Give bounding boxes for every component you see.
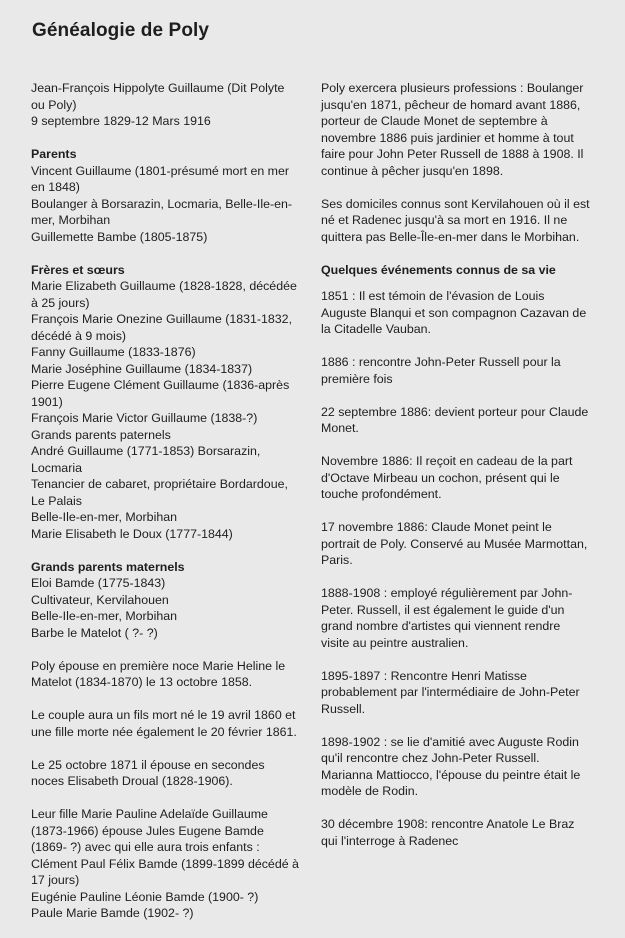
parents-heading: Parents [31, 147, 77, 161]
event-item: 30 décembre 1908: rencontre Anatole Le Braz qui l'interroge à Radenec [321, 817, 575, 848]
list-item: Grands parents paternels [31, 427, 171, 442]
events-section-title [321, 262, 591, 279]
list-item: Eloi Bamde (1775-1843) [31, 576, 166, 590]
list-item: Belle-Ile-en-mer, Morbihan [31, 609, 177, 623]
event-item: Novembre 1886: Il reçoit en cadeau de la part d'Octave Mirbeau un cochon, présent qui le touche profondément. [321, 454, 573, 501]
daughter-paragraph: Leur fille Marie Pauline Adelaïde Guillaume (1873-1966) épouse Jules Eugene Bamde (1869- ?) avec qui elle aura trois enfants : [31, 807, 268, 854]
page-title: Généalogie de Poly [32, 20, 210, 41]
full-name: Jean-François Hippolyte Guillaume (Dit Polyte ou Poly) [31, 81, 285, 112]
list-item: Pierre Eugene Clément Guillaume (1836-après 1901) [31, 378, 290, 409]
list-item: Clément Paul Félix Bamde (1899-1899 décédé à 17 jours) [31, 856, 299, 887]
list-item: François Marie Onezine Guillaume (1831-1832, décédé à 9 mois) [31, 312, 293, 343]
children-paragraph: Le couple aura un fils mort né le 19 avril 1860 et une fille morte née également le 20 février 1861. [31, 708, 297, 739]
event-item: 1895-1897 : Rencontre Henri Matisse probablement par l'intermédiaire de John-Peter Russell. [321, 668, 580, 716]
event-item: 1886 : rencontre John-Peter Russell pour la première fois [321, 355, 561, 386]
list-item: Marie Elisabeth le Doux (1777-1844) [31, 526, 233, 541]
list-item: François Marie Victor Guillaume (1838-?) [31, 411, 258, 425]
siblings-section [31, 262, 299, 543]
right-column [321, 80, 591, 866]
first-marriage-paragraph: Poly épouse en première noce Marie Heline le Matelot (1834-1870) le 13 octobre 1858. [31, 658, 286, 689]
event-item: 1851 : Il est témoin de l'évasion de Louis Auguste Blanqui et son compagnon Cazavan de la Citadelle Vauban. [321, 289, 587, 336]
list-item: Marie Elizabeth Guillaume (1828-1828, décédée à 25 jours) [31, 279, 297, 310]
list-item: Guillemette Bambe (1805-1875) [31, 229, 208, 244]
list-item: Belle-Ile-en-mer, Morbihan [31, 510, 177, 524]
list-item: Paule Marie Bamde (1902- ?) [31, 906, 194, 920]
list-item: Marie Joséphine Guillaume (1834-1837) [31, 361, 253, 376]
professions-paragraph: Poly exercera plusieurs professions : Boulanger jusqu'en 1871, pêcheur de homard avant 1886, porteur de Claude Monet de septembre à novembre 1886 puis jardinier et homme à tout faire pour John Peter Russell de 1888 à 1908. Il continue à pêcher jusqu'en 1898. [321, 81, 584, 178]
list-item: Barbe le Matelot ( ?- ?) [31, 625, 158, 640]
daughter-section [31, 806, 299, 922]
event-item: 17 novembre 1886: Claude Monet peint le portrait de Poly. Conservé au Musée Marmottan, Paris. [321, 520, 588, 567]
events-heading: Quelques événements connus de sa vie [321, 262, 556, 277]
maternal-heading: Grands parents maternels [31, 559, 185, 574]
list-item: Eugénie Pauline Léonie Bamde (1900- ?) [31, 889, 259, 904]
event-item: 22 septembre 1886: devient porteur pour Claude Monet. [321, 404, 589, 435]
left-column [31, 80, 299, 938]
life-dates: 9 septembre 1829-12 Mars 1916 [31, 114, 211, 128]
event-item: 1898-1902 : se lie d'amitié avec Auguste Rodin qu'il rencontre chez John-Peter Russell. Marianna Mattiocco, l'épouse du peintre était le modèle de Rodin. [321, 734, 581, 798]
siblings-heading: Frères et sœurs [31, 262, 125, 277]
list-item: Vincent Guillaume (1801-présumé mort en mer en 1848) [31, 163, 290, 194]
intro-block [31, 80, 299, 130]
list-item: Tenancier de cabaret, propriétaire Bordardoue, Le Palais [31, 477, 288, 508]
list-item: Boulanger à Borsarazin, Locmaria, Belle-Ile-en-mer, Morbihan [31, 196, 293, 227]
second-marriage-paragraph: Le 25 octobre 1871 il épouse en secondes noces Elisabeth Droual (1828-1906). [31, 757, 265, 788]
event-item: 1888-1908 : employé régulièrement par John-Peter. Russell, il est également le guide d'un grand nombre d'artistes qui viennent rendre visite au peintre australien. [321, 586, 573, 650]
list-item: Cultivateur, Kervilahouen [31, 592, 169, 607]
list-item: André Guillaume (1771-1853) Borsarazin, Locmaria [31, 444, 261, 475]
maternal-section [31, 559, 299, 642]
homes-paragraph: Ses domiciles connus sont Kervilahouen où il est né et Radenec jusqu'à sa mort en 1916. Il ne quittera pas Belle-Île-en-mer dans le Morbihan. [321, 196, 590, 244]
parents-section [31, 146, 299, 245]
list-item: Fanny Guillaume (1833-1876) [31, 345, 196, 359]
